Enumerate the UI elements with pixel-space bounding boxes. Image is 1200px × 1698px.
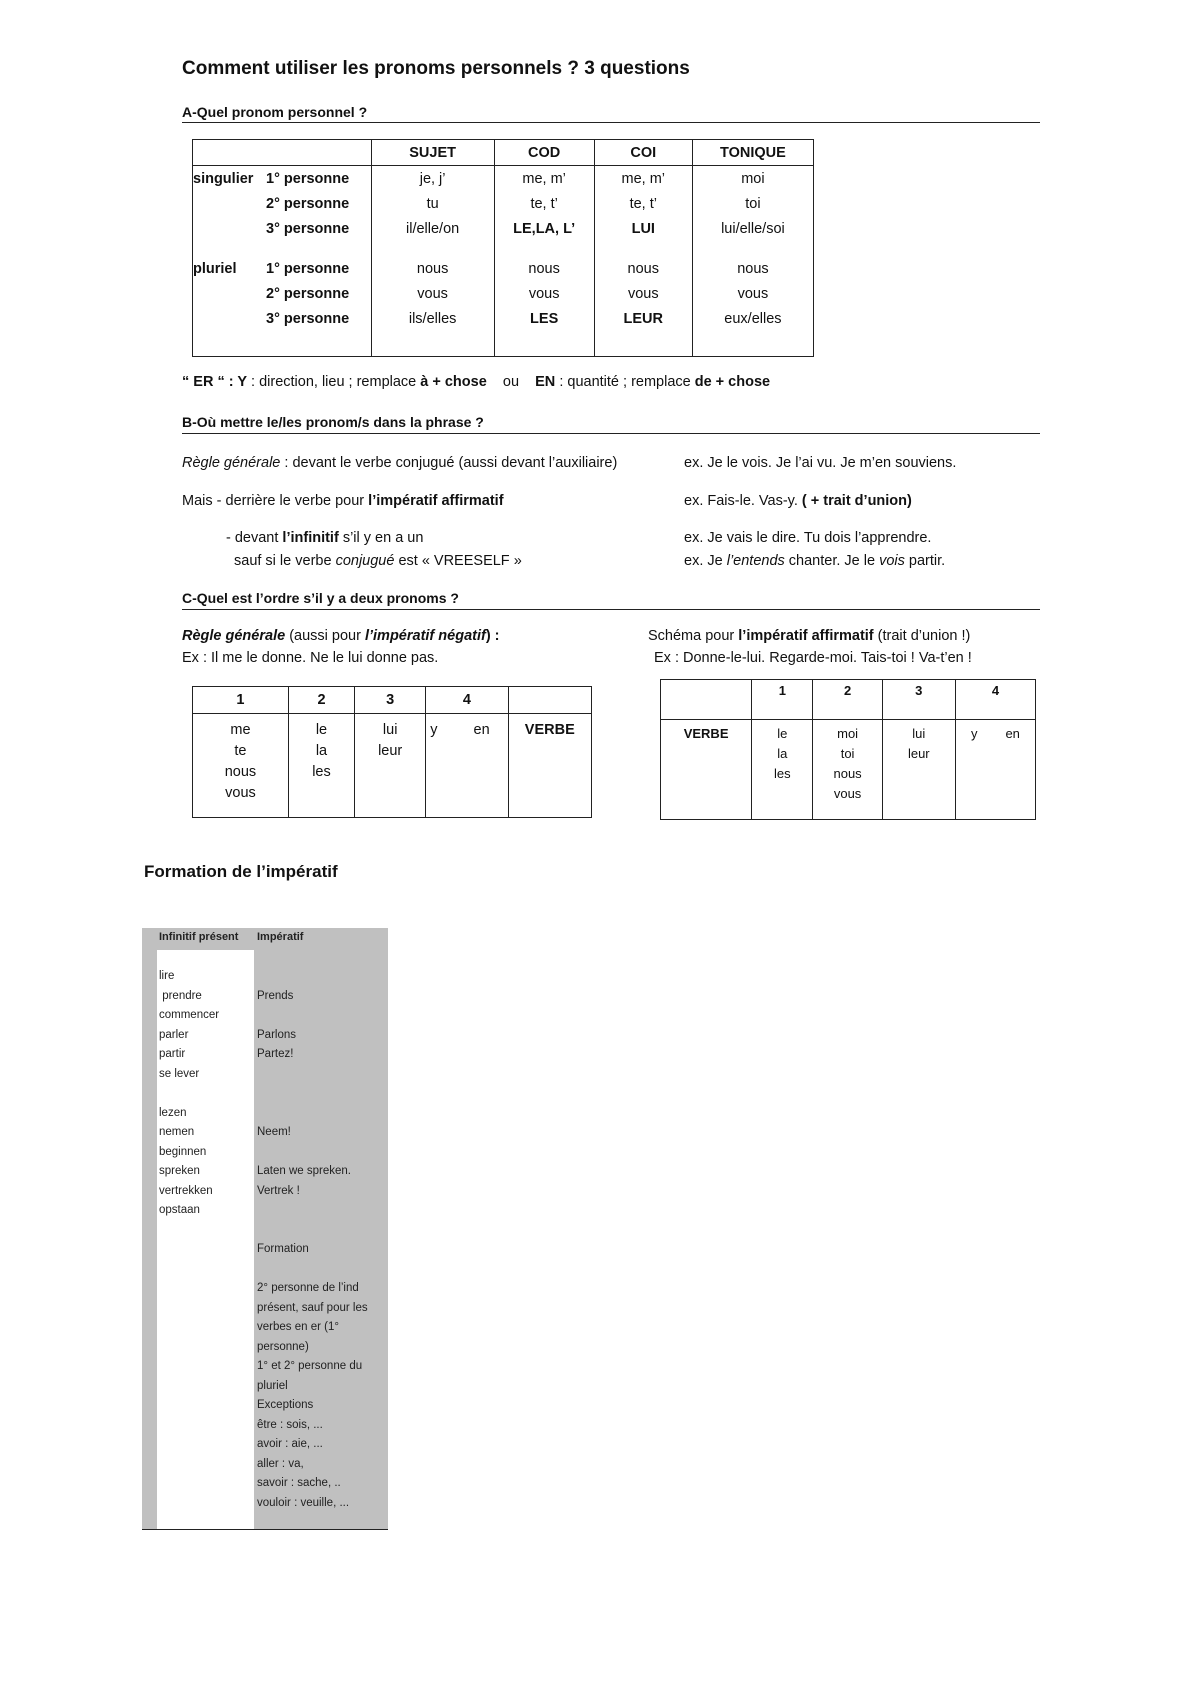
- col-header: 3: [882, 680, 955, 720]
- list-item: me: [230, 722, 251, 738]
- list-item: Laten we spreken.: [257, 1165, 351, 1177]
- list-item: vous: [833, 786, 862, 801]
- list-item: prendre: [159, 989, 202, 1002]
- person-label: 1° personne: [266, 260, 350, 277]
- imperative-order-table: [660, 679, 1036, 820]
- page-title: Comment utiliser les pronoms personnels ? 3 questions: [182, 58, 690, 79]
- table-cell: vous: [494, 281, 594, 306]
- imperative-rule: Mais - derrière le verbe pour l’impératif affirmatif: [182, 493, 504, 509]
- list-item: parler: [159, 1028, 189, 1041]
- table-cell: [426, 714, 508, 818]
- sheet-col-imperative: [257, 928, 368, 1513]
- list-item: commencer: [159, 1009, 220, 1021]
- exception-example: ex. Je l’entends chanter. Je le vois partir.: [684, 553, 946, 569]
- imperative-scheme-example: Ex : Donne-le-lui. Regarde-moi. Tais-toi ! Va-t’en !: [654, 650, 972, 666]
- imperative-scheme: Schéma pour l’impératif affirmatif (trait d’union !): [648, 628, 971, 644]
- list-item: 2° personne de l’ind: [257, 1282, 359, 1294]
- col-header: [508, 687, 591, 714]
- list-item: la: [315, 743, 328, 759]
- imperative-example: ex. Fais-le. Vas-y. ( + trait d’union): [684, 493, 912, 509]
- list-item: vouloir : veuille, ...: [257, 1496, 350, 1509]
- list-item: vous: [225, 785, 256, 801]
- col-header-coi: COI: [594, 140, 692, 166]
- list-item: y: [430, 722, 438, 738]
- table-cell: vous: [371, 281, 494, 306]
- list-item: nous: [833, 766, 862, 781]
- person-label: 3° personne: [266, 220, 350, 237]
- table-cell: vous: [692, 281, 813, 306]
- table-cell: nous: [594, 256, 692, 281]
- list-item: y: [970, 726, 978, 741]
- col-header: [661, 680, 752, 720]
- table-row: [193, 306, 814, 331]
- list-item: Neem!: [257, 1126, 291, 1138]
- person-label: 3° personne: [266, 310, 350, 327]
- table-cell: te, t’: [594, 191, 692, 216]
- col-header: 4: [426, 687, 508, 714]
- table-row: [193, 256, 814, 281]
- table-cell: [355, 714, 426, 818]
- list-item: partir: [159, 1048, 186, 1060]
- table-cell: me, m’: [594, 166, 692, 192]
- list-item: moi: [837, 726, 859, 741]
- table-row: [193, 191, 814, 216]
- corner-cell: [193, 140, 372, 166]
- table-cell: je, j’: [371, 166, 494, 192]
- pronoun-table: [192, 139, 814, 357]
- col-header-sujet: SUJET: [371, 140, 494, 166]
- table-row: [193, 281, 814, 306]
- table-cell: [661, 720, 752, 820]
- table-row: [193, 166, 814, 192]
- er-note: “ ER “ : Y : direction, lieu ; remplace à + chose ou EN : quantité ; remplace de + chose: [182, 374, 771, 390]
- divider: [182, 609, 1040, 610]
- list-item: lezen: [159, 1106, 187, 1119]
- table-cell: LEUR: [594, 306, 692, 331]
- list-item: leur: [378, 743, 403, 759]
- list-item: VERBE: [683, 726, 729, 741]
- table-row: [193, 714, 592, 818]
- list-item: Parlons: [257, 1028, 296, 1041]
- group-label: pluriel: [193, 260, 237, 277]
- col-header: Impératif: [257, 931, 304, 943]
- col-header: 3: [355, 687, 426, 714]
- list-item: avoir : aie, ...: [257, 1438, 323, 1450]
- table-cell: il/elle/on: [371, 216, 494, 241]
- sheet-shade: [142, 928, 157, 1529]
- table-cell: LE,LA, L’: [494, 216, 594, 241]
- table-cell: [882, 720, 955, 820]
- list-item: lire: [159, 970, 175, 982]
- table-cell: moi: [692, 166, 813, 192]
- list-item: personne): [257, 1340, 309, 1353]
- list-item: en: [473, 722, 490, 738]
- list-item: nous: [224, 764, 257, 780]
- general-rule: Règle générale : devant le verbe conjugué (aussi devant l’auxiliaire): [182, 455, 618, 471]
- list-item: savoir : sache, ..: [257, 1477, 341, 1489]
- list-item: 1° et 2° personne du: [257, 1360, 363, 1372]
- table-cell: toi: [692, 191, 813, 216]
- divider: [182, 433, 1040, 434]
- col-header: 1: [193, 687, 289, 714]
- infinitive-example: ex. Je vais le dire. Tu dois l’apprendre.: [684, 530, 932, 546]
- table-cell: te, t’: [494, 191, 594, 216]
- section-a-heading: A-Quel pronom personnel ?: [182, 104, 368, 120]
- order-table: [192, 686, 592, 818]
- table-cell: [752, 720, 813, 820]
- person-label: 1° personne: [266, 170, 350, 187]
- infinitive-rule: - devant l’infinitif s’il y en a un: [226, 530, 424, 546]
- list-item: te: [234, 743, 247, 759]
- group-label: singulier: [193, 170, 254, 187]
- list-item: Prends: [257, 989, 294, 1002]
- table-cell: LES: [494, 306, 594, 331]
- list-item: spreken: [159, 1165, 200, 1177]
- person-label: 2° personne: [266, 195, 350, 212]
- table-cell: eux/elles: [692, 306, 813, 331]
- list-item: lui: [912, 726, 926, 741]
- list-item: Partez!: [257, 1048, 294, 1060]
- divider: [142, 1529, 388, 1530]
- imperative-formation-sheet: [142, 928, 388, 1529]
- order-example: Ex : Il me le donne. Ne le lui donne pas.: [182, 650, 439, 666]
- table-cell: ils/elles: [371, 306, 494, 331]
- list-item: Vertrek !: [257, 1184, 300, 1197]
- table-cell: [508, 714, 591, 818]
- list-item: Formation: [257, 1243, 309, 1255]
- list-item: VERBE: [524, 722, 575, 738]
- table-cell: me, m’: [494, 166, 594, 192]
- list-item: Exceptions: [257, 1399, 314, 1411]
- list-item: verbes en er (1°: [257, 1321, 339, 1333]
- list-item: la: [777, 746, 788, 761]
- table-cell: vous: [594, 281, 692, 306]
- list-item: lui: [382, 722, 398, 738]
- table-cell: LUI: [594, 216, 692, 241]
- formation-heading: Formation de l’impératif: [144, 862, 338, 881]
- section-b-heading: B-Où mettre le/les pronom/s dans la phrase ?: [182, 414, 484, 430]
- col-header: 2: [813, 680, 882, 720]
- table-row: [661, 720, 1036, 820]
- table-cell: [955, 720, 1035, 820]
- list-item: aller : va,: [257, 1457, 304, 1470]
- list-item: présent, sauf pour les: [257, 1301, 368, 1314]
- table-cell: lui/elle/soi: [692, 216, 813, 241]
- table-cell: nous: [692, 256, 813, 281]
- table-cell: [193, 714, 289, 818]
- list-item: vertrekken: [159, 1184, 213, 1197]
- list-item: nemen: [159, 1126, 195, 1138]
- section-c-heading: C-Quel est l’ordre s’il y a deux pronoms ?: [182, 590, 459, 606]
- person-label: 2° personne: [266, 285, 350, 302]
- col-header: 2: [288, 687, 354, 714]
- table-cell: nous: [371, 256, 494, 281]
- list-item: beginnen: [159, 1145, 207, 1158]
- sheet-col-infinitive: [159, 928, 238, 1221]
- col-header: 1: [752, 680, 813, 720]
- divider: [182, 122, 1040, 123]
- list-item: toi: [840, 746, 855, 761]
- general-rule-example: ex. Je le vois. Je l’ai vu. Je m’en souviens.: [684, 455, 957, 471]
- list-item: opstaan: [159, 1204, 200, 1216]
- list-item: les: [312, 764, 331, 780]
- col-header-cod: COD: [494, 140, 594, 166]
- table-cell: [288, 714, 354, 818]
- col-header: Infinitif présent: [159, 931, 239, 943]
- table-cell: tu: [371, 191, 494, 216]
- order-rule: Règle générale (aussi pour l’impératif négatif) :: [182, 628, 500, 644]
- col-header: 4: [955, 680, 1035, 720]
- list-item: pluriel: [257, 1379, 288, 1392]
- exception-rule: sauf si le verbe conjugué est « VREESELF »: [234, 553, 522, 569]
- table-cell: nous: [494, 256, 594, 281]
- list-item: être : sois, ...: [257, 1418, 323, 1431]
- list-item: le: [777, 726, 788, 741]
- list-item: se lever: [159, 1067, 200, 1080]
- table-cell: [813, 720, 882, 820]
- table-row: [193, 216, 814, 241]
- list-item: en: [1005, 726, 1020, 741]
- list-item: leur: [907, 746, 930, 761]
- col-header-tonique: TONIQUE: [692, 140, 813, 166]
- list-item: le: [315, 722, 328, 738]
- list-item: les: [774, 766, 791, 781]
